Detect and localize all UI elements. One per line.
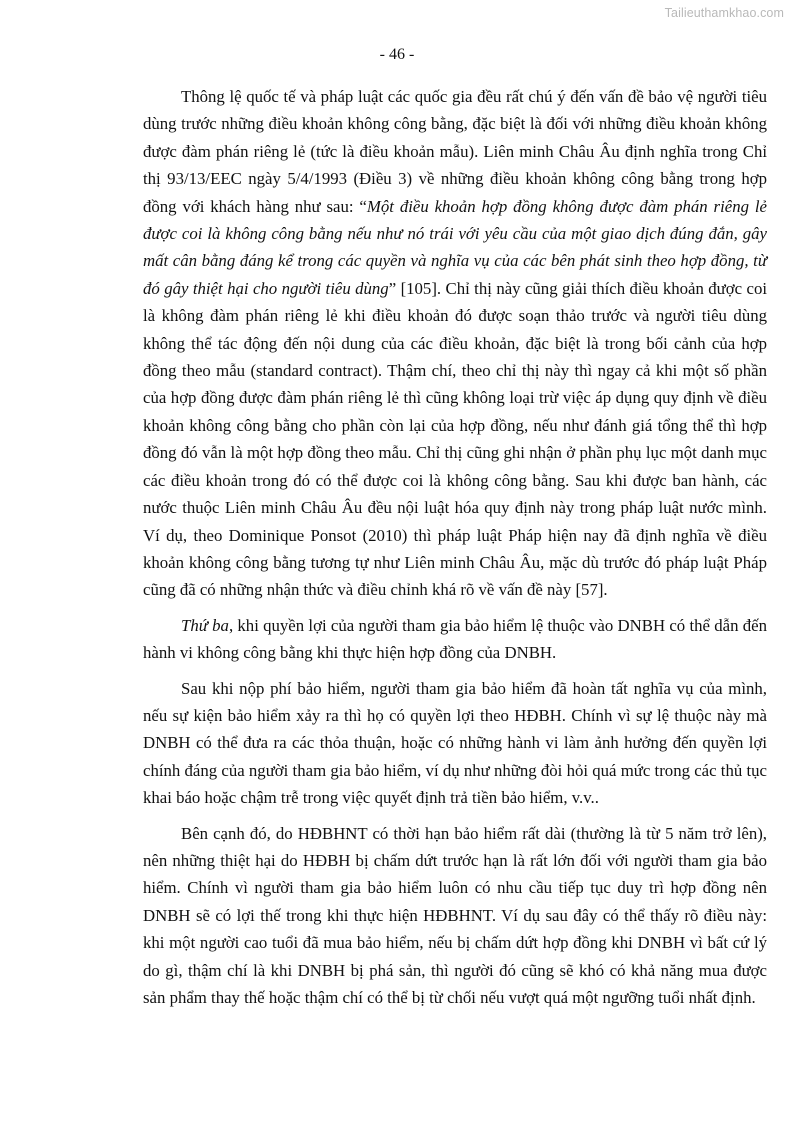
- paragraph-1-text: Thông lệ quốc tế và pháp luật các quốc gia đều rất chú ý đến vấn đề bảo vệ người tiêu dùng trước những điều khoản không công bằng, đặc biệt là đối với những điều khoản không được đàm phán riêng lẻ (tức là điều khoản mẫu). Liên minh Châu Âu định nghĩa trong Chỉ thị 93/13/EEC ngày 5/4/1993 (Điều 3) về những điều khoản không công bằng trong hợp đồng với khách hàng như sau: “: [143, 87, 767, 216]
- paragraph-1-continuation: ” [105]. Chỉ thị này cũng giải thích điều khoản được coi là không đàm phán riêng lẻ khi điều khoản đó được soạn thảo trước và người tiêu dùng không thể tác động đến nội dung của các điều khoản, đặc biệt là trong bối cảnh của hợp đồng theo mẫu (standard contract). Thậm chí, theo chỉ thị này thì ngay cả khi một số phần của hợp đồng được đàm phán riêng lẻ thì cũng không loại trừ việc áp dụng quy định về điều khoản không công bằng cho phần còn lại của hợp đồng, nếu như đánh giá tổng thể thì hợp đồng đó vẫn là một hợp đồng theo mẫu. Chỉ thị cũng ghi nhận ở phần phụ lục một danh mục các điều khoản trong đó có thể được coi là không công bằng. Sau khi được ban hành, các nước thuộc Liên minh Châu Âu đều nội luật hóa quy định này trong pháp luật nước mình. Ví dụ, theo Dominique Ponsot (2010) thì pháp luật Pháp hiện nay đã định nghĩa về điều khoản không công bằng tương tự như Liên minh Châu Âu, mặc dù trước đó pháp luật Pháp cũng đã có những nhận thức và điều chỉnh khá rõ về vấn đề này [57].: [143, 278, 768, 600]
- paragraph-2-lead: Thứ ba: [181, 615, 229, 635]
- watermark: Tailieuthamkhao.com: [664, 6, 784, 20]
- paragraph-1: [143, 83, 767, 604]
- quoted-definition: Một điều khoản hợp đồng không được đàm phán riêng lẻ được coi là không công bằng nếu như nó trái với yêu cầu của một giao dịch đúng đắn, gây mất cân bằng đáng kể trong các quyền và nghĩa vụ của các bên phát sinh theo hợp đồng, từ đó gây thiệt hại cho người tiêu dùng: [143, 196, 767, 298]
- paragraph-3: Sau khi nộp phí bảo hiểm, người tham gia bảo hiểm đã hoàn tất nghĩa vụ của mình, nếu sự kiện bảo hiểm xảy ra thì họ có quyền lợi theo HĐBH. Chính vì sự lệ thuộc này mà DNBH có thể đưa ra các thỏa thuận, hoặc có những hành vi làm ảnh hưởng đến quyền lợi chính đáng của người tham gia bảo hiểm, ví dụ như những đòi hỏi quá mức trong các thủ tục khai báo hoặc chậm trễ trong việc quyết định trả tiền bảo hiểm, v.v..: [143, 678, 767, 808]
- document-body: [143, 83, 767, 1019]
- paragraph-4: Bên cạnh đó, do HĐBHNT có thời hạn bảo hiểm rất dài (thường là từ 5 năm trở lên), nên những thiệt hại do HĐBH bị chấm dứt trước hạn là rất lớn đối với người tham gia bảo hiểm. Chính vì người tham gia bảo hiểm luôn có nhu cầu tiếp tục duy trì hợp đồng nên DNBH sẽ có lợi thế trong khi thực hiện HĐBHNT. Ví dụ sau đây có thể thấy rõ điều này: khi một người cao tuổi đã mua bảo hiểm, nếu bị chấm dứt hợp đồng khi DNBH vì bất cứ lý do gì, thậm chí là khi DNBH bị phá sản, thì người đó cũng sẽ khó có khả năng mua được sản phẩm thay thế hoặc thậm chí có thể bị từ chối nếu vượt quá một ngưỡng tuổi nhất định.: [143, 823, 767, 1007]
- page-number: - 46 -: [379, 46, 415, 63]
- paragraph-2-text: , khi quyền lợi của người tham gia bảo hiểm lệ thuộc vào DNBH có thể dẫn đến hành vi không công bằng khi thực hiện hợp đồng của DNBH.: [143, 615, 767, 663]
- paragraph-2: [143, 612, 767, 667]
